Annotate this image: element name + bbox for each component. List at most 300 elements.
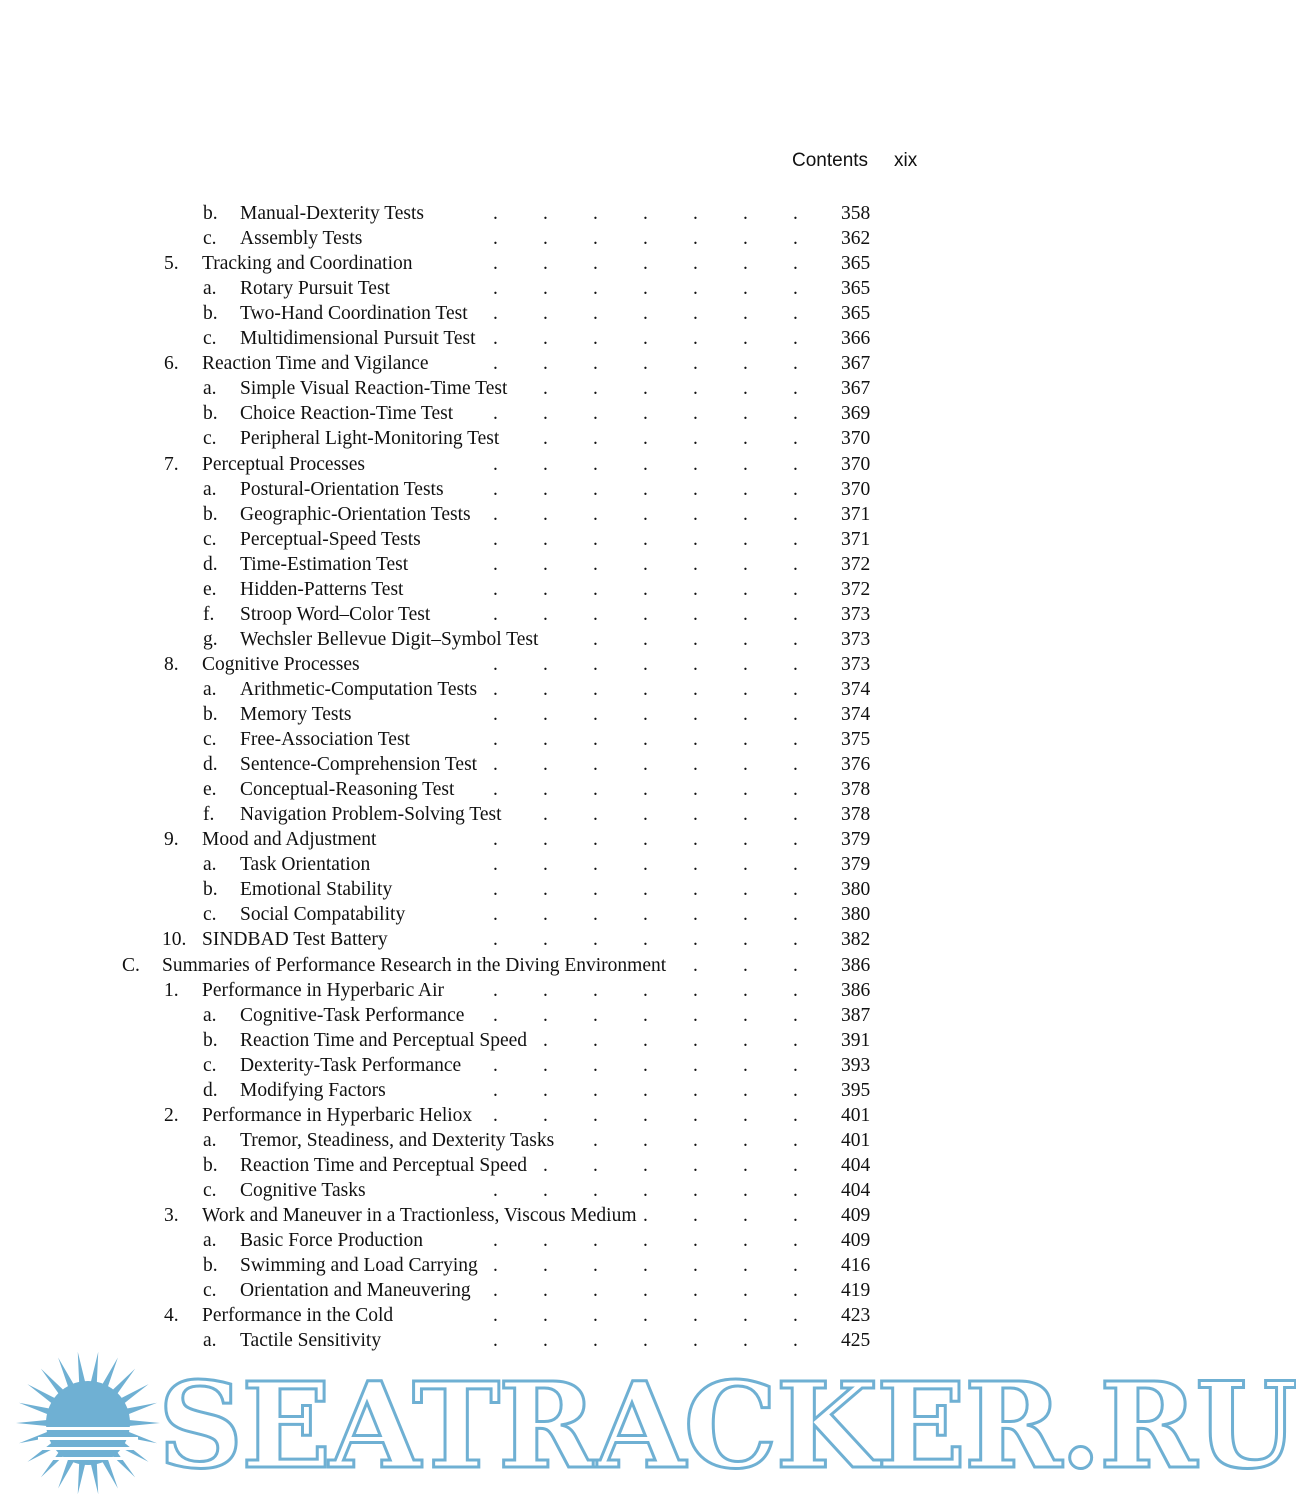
- leader-dot: .: [743, 1004, 748, 1026]
- toc-entry[interactable]: [0, 902, 1050, 927]
- leader-dot: .: [543, 1029, 548, 1051]
- toc-entry-page: 372: [841, 578, 871, 600]
- toc-entry[interactable]: [0, 527, 1050, 552]
- leader-dot: .: [693, 854, 698, 876]
- leader-dot: .: [543, 1104, 548, 1126]
- leader-dot: .: [743, 1205, 748, 1226]
- toc-entry-title: Multidimensional Pursuit Test: [240, 328, 476, 350]
- leader-dot: .: [793, 1004, 798, 1026]
- leader-dot: .: [743, 904, 748, 926]
- toc-entry-title: Memory Tests: [240, 704, 352, 725]
- leader-dot: .: [493, 578, 498, 600]
- leader-dot: .: [793, 1129, 798, 1151]
- toc-entry[interactable]: [0, 1053, 1050, 1078]
- leader-dot: .: [743, 403, 748, 425]
- leader-dot: .: [793, 628, 798, 650]
- leader-dot: .: [493, 453, 498, 475]
- leader-dot: .: [793, 804, 798, 826]
- leader-dot: .: [793, 879, 798, 901]
- leader-dot: .: [543, 403, 548, 425]
- toc-entry[interactable]: [0, 1253, 1050, 1278]
- leader-dot: .: [493, 729, 498, 751]
- leader-dot: .: [593, 729, 598, 751]
- leader-dot: .: [793, 228, 798, 250]
- leader-dot: .: [643, 854, 648, 876]
- leader-dot: .: [593, 353, 598, 375]
- leader-dot: .: [643, 929, 648, 951]
- toc-entry-page: 367: [841, 353, 871, 375]
- leader-dot: .: [693, 929, 698, 951]
- leader-dot: .: [743, 478, 748, 500]
- leader-dot: .: [593, 1305, 598, 1327]
- leader-dot: .: [793, 1280, 798, 1302]
- toc-entry[interactable]: [0, 1178, 1050, 1203]
- toc-entry-page: 371: [841, 503, 871, 525]
- leader-dot: .: [543, 553, 548, 575]
- leader-dot: .: [593, 453, 598, 475]
- toc-entry-marker: 9.: [164, 829, 179, 851]
- toc-entry-title: Work and Maneuver in a Tractionless, Viscous Medium: [202, 1205, 637, 1226]
- leader-dot: .: [493, 278, 498, 300]
- watermark-text: SEATRACKER.RU: [158, 1356, 1296, 1495]
- leader-dot: .: [743, 578, 748, 600]
- leader-dot: .: [493, 678, 498, 700]
- leader-dot: .: [793, 1029, 798, 1051]
- toc-entry-page: 416: [841, 1255, 871, 1277]
- leader-dot: .: [693, 1280, 698, 1302]
- leader-dot: .: [543, 503, 548, 525]
- toc-entry-title: Mood and Adjustment: [202, 829, 377, 851]
- leader-dot: .: [593, 1154, 598, 1176]
- leader-dot: .: [693, 729, 698, 751]
- leader-dot: .: [793, 729, 798, 751]
- toc-entry-marker: a.: [203, 1004, 217, 1026]
- leader-dot: .: [743, 1104, 748, 1126]
- leader-dot: .: [493, 1004, 498, 1026]
- leader-dot: .: [693, 578, 698, 600]
- leader-dot: .: [643, 1054, 648, 1076]
- leader-dot: .: [693, 1104, 698, 1126]
- leader-dot: .: [693, 453, 698, 475]
- toc-entry-marker: c.: [203, 1054, 217, 1076]
- toc-entry[interactable]: [0, 627, 1050, 652]
- toc-entry[interactable]: [0, 602, 1050, 627]
- leader-dot: .: [643, 1129, 648, 1151]
- toc-entry[interactable]: [0, 1303, 1050, 1328]
- toc-entry[interactable]: [0, 877, 1050, 902]
- leader-dot: .: [793, 1054, 798, 1076]
- toc-entry-title: Perceptual Processes: [202, 453, 365, 475]
- toc-entry-page: 365: [841, 278, 871, 300]
- leader-dot: .: [693, 979, 698, 1001]
- leader-dot: .: [693, 478, 698, 500]
- leader-dot: .: [493, 478, 498, 500]
- leader-dot: .: [593, 228, 598, 250]
- leader-dot: .: [593, 403, 598, 425]
- toc-entry-page: 366: [841, 328, 871, 350]
- leader-dot: .: [693, 303, 698, 325]
- toc-entry[interactable]: [0, 376, 1050, 401]
- leader-dot: .: [593, 653, 598, 675]
- leader-dot: .: [793, 603, 798, 625]
- leader-dot: .: [643, 478, 648, 500]
- toc-entry-page: 379: [841, 854, 871, 876]
- leader-dot: .: [743, 1280, 748, 1302]
- leader-dot: .: [693, 403, 698, 425]
- header-page-number: xix: [894, 150, 918, 171]
- leader-dot: .: [493, 328, 498, 350]
- leader-dot: .: [493, 403, 498, 425]
- leader-dot: .: [643, 653, 648, 675]
- leader-dot: .: [693, 678, 698, 700]
- leader-dot: .: [693, 353, 698, 375]
- toc-entry[interactable]: [0, 927, 1050, 952]
- leader-dot: .: [643, 904, 648, 926]
- leader-dot: .: [793, 453, 798, 475]
- leader-dot: .: [793, 1079, 798, 1101]
- leader-dot: .: [543, 729, 548, 751]
- leader-dot: .: [693, 1129, 698, 1151]
- leader-dot: .: [743, 1129, 748, 1151]
- toc-entry-title: Simple Visual Reaction-Time Test: [240, 378, 508, 400]
- leader-dot: .: [543, 653, 548, 675]
- leader-dot: .: [743, 1330, 748, 1352]
- toc-entry[interactable]: [0, 1028, 1050, 1053]
- leader-dot: .: [643, 378, 648, 400]
- toc-entry[interactable]: [0, 502, 1050, 527]
- leader-dot: .: [743, 1079, 748, 1101]
- leader-dot: .: [743, 829, 748, 851]
- leader-dot: .: [543, 929, 548, 951]
- leader-dot: .: [593, 804, 598, 826]
- toc-entry-page: 369: [841, 403, 871, 425]
- toc-entry-title: Performance in Hyperbaric Air: [202, 979, 445, 1001]
- toc-entry[interactable]: [0, 251, 1050, 276]
- leader-dot: .: [693, 1305, 698, 1327]
- toc-entry[interactable]: [0, 827, 1050, 852]
- leader-dot: .: [643, 228, 648, 250]
- leader-dot: .: [693, 1079, 698, 1101]
- leader-dot: .: [643, 203, 648, 224]
- leader-dot: .: [743, 453, 748, 475]
- toc-entry-page: 362: [841, 228, 871, 250]
- toc-entry[interactable]: [0, 652, 1050, 677]
- toc-entry-marker: c.: [203, 228, 217, 250]
- leader-dot: .: [543, 1079, 548, 1101]
- leader-dot: .: [743, 1154, 748, 1176]
- leader-dot: .: [793, 378, 798, 400]
- leader-dot: .: [593, 303, 598, 325]
- leader-dot: .: [793, 278, 798, 300]
- toc-entry[interactable]: [0, 226, 1050, 251]
- leader-dot: .: [543, 1255, 548, 1277]
- toc-entry-title: Geographic-Orientation Tests: [240, 503, 471, 525]
- leader-dot: .: [593, 678, 598, 700]
- leader-dot: .: [643, 328, 648, 350]
- toc-entry-page: 372: [841, 553, 871, 575]
- leader-dot: .: [643, 528, 648, 550]
- toc-entry[interactable]: [0, 326, 1050, 351]
- toc-entry-marker: a.: [203, 1129, 217, 1151]
- leader-dot: .: [643, 453, 648, 475]
- leader-dot: .: [693, 653, 698, 675]
- toc-entry-title: Orientation and Maneuvering: [240, 1280, 471, 1302]
- toc-entry[interactable]: [0, 351, 1050, 376]
- leader-dot: .: [693, 1230, 698, 1252]
- toc-entry-marker: d.: [203, 553, 218, 575]
- leader-dot: .: [643, 829, 648, 851]
- leader-dot: .: [693, 904, 698, 926]
- toc-entry-marker: a.: [203, 478, 217, 500]
- leader-dot: .: [593, 754, 598, 776]
- leader-dot: .: [643, 804, 648, 826]
- toc-entry[interactable]: [0, 852, 1050, 877]
- toc-entry-page: 376: [841, 754, 871, 776]
- toc-entry-title: Reaction Time and Perceptual Speed: [240, 1154, 528, 1176]
- toc-entry[interactable]: [0, 301, 1050, 326]
- leader-dot: .: [643, 1104, 648, 1126]
- toc-entry-page: 409: [841, 1230, 871, 1252]
- leader-dot: .: [593, 1004, 598, 1026]
- leader-dot: .: [693, 779, 698, 801]
- leader-dot: .: [693, 1029, 698, 1051]
- leader-dot: .: [543, 1230, 548, 1252]
- leader-dot: .: [543, 1330, 548, 1352]
- leader-dot: .: [543, 353, 548, 375]
- toc-entry-title: Free-Association Test: [240, 729, 410, 751]
- leader-dot: .: [743, 528, 748, 550]
- toc-entry-title: Tactile Sensitivity: [240, 1330, 382, 1352]
- leader-dot: .: [793, 1255, 798, 1277]
- leader-dot: .: [593, 979, 598, 1001]
- toc-entry-marker: c.: [203, 428, 217, 450]
- toc-entry[interactable]: [0, 1103, 1050, 1128]
- toc-entry[interactable]: [0, 752, 1050, 777]
- leader-dot: .: [593, 854, 598, 876]
- toc-entry-page: 382: [841, 929, 871, 951]
- leader-dot: .: [693, 228, 698, 250]
- leader-dot: .: [743, 428, 748, 450]
- toc-entry-marker: a.: [203, 854, 217, 876]
- toc-entry-page: 373: [841, 628, 871, 650]
- toc-entry-marker: b.: [203, 303, 218, 325]
- toc-entry-marker: 8.: [164, 653, 179, 675]
- toc-entry-marker: f.: [203, 603, 215, 625]
- toc-entry-marker: e.: [203, 578, 217, 600]
- leader-dot: .: [543, 1154, 548, 1176]
- leader-dot: .: [543, 428, 548, 450]
- leader-dot: .: [643, 1230, 648, 1252]
- leader-dot: .: [493, 779, 498, 801]
- leader-dot: .: [493, 829, 498, 851]
- toc-entry-title: Basic Force Production: [240, 1230, 424, 1252]
- toc-entry-title: Conceptual-Reasoning Test: [240, 779, 455, 801]
- toc-entry[interactable]: [0, 1153, 1050, 1178]
- toc-entry-marker: 7.: [164, 453, 179, 475]
- toc-entry-marker: b.: [203, 1029, 218, 1051]
- toc-entry[interactable]: [0, 552, 1050, 577]
- leader-dot: .: [543, 1054, 548, 1076]
- leader-dot: .: [793, 829, 798, 851]
- toc-entry-page: 358: [841, 203, 871, 224]
- toc-entry-marker: a.: [203, 678, 217, 700]
- leader-dot: .: [543, 228, 548, 250]
- leader-dot: .: [493, 704, 498, 725]
- leader-dot: .: [643, 253, 648, 275]
- toc-entry-marker: b.: [203, 503, 218, 525]
- toc-entry[interactable]: [0, 477, 1050, 502]
- leader-dot: .: [793, 1104, 798, 1126]
- toc-entry[interactable]: [0, 577, 1050, 602]
- leader-dot: .: [693, 1154, 698, 1176]
- leader-dot: .: [793, 578, 798, 600]
- leader-dot: .: [643, 1205, 648, 1226]
- toc-entry-page: 393: [841, 1054, 871, 1076]
- leader-dot: .: [693, 804, 698, 826]
- leader-dot: .: [543, 303, 548, 325]
- toc-entry-marker: a.: [203, 1230, 217, 1252]
- toc-entry[interactable]: [0, 1228, 1050, 1253]
- toc-entry-page: 419: [841, 1280, 871, 1302]
- leader-dot: .: [793, 1330, 798, 1352]
- leader-dot: .: [593, 1179, 598, 1201]
- toc-entry-page: 379: [841, 829, 871, 851]
- leader-dot: .: [593, 278, 598, 300]
- toc-entry[interactable]: [0, 802, 1050, 827]
- toc-entry[interactable]: [0, 1278, 1050, 1303]
- leader-dot: .: [493, 653, 498, 675]
- leader-dot: .: [493, 203, 498, 224]
- leader-dot: .: [593, 1079, 598, 1101]
- toc-entry[interactable]: [0, 401, 1050, 426]
- toc-entry-page: 371: [841, 528, 871, 550]
- leader-dot: .: [743, 804, 748, 826]
- toc-entry-title: Emotional Stability: [240, 879, 393, 901]
- leader-dot: .: [593, 1280, 598, 1302]
- leader-dot: .: [493, 253, 498, 275]
- toc-entry-title: Cognitive Tasks: [240, 1179, 366, 1201]
- toc-entry-page: 365: [841, 303, 871, 325]
- leader-dot: .: [743, 979, 748, 1001]
- toc-entry[interactable]: [0, 276, 1050, 301]
- toc-entry[interactable]: [0, 426, 1050, 451]
- leader-dot: .: [693, 704, 698, 725]
- leader-dot: .: [743, 328, 748, 350]
- toc-entry[interactable]: [0, 1203, 1050, 1228]
- leader-dot: .: [543, 779, 548, 801]
- toc-entry-title: Summaries of Performance Research in the Diving Environment: [162, 954, 667, 976]
- toc-entry-title: Tremor, Steadiness, and Dexterity Tasks: [240, 1129, 555, 1151]
- leader-dot: .: [643, 578, 648, 600]
- toc-entry-page: 386: [841, 954, 871, 976]
- leader-dot: .: [643, 754, 648, 776]
- leader-dot: .: [543, 603, 548, 625]
- leader-dot: .: [643, 1330, 648, 1352]
- toc-entry-title: Choice Reaction-Time Test: [240, 403, 454, 425]
- leader-dot: .: [693, 829, 698, 851]
- toc-entry-marker: 3.: [164, 1205, 179, 1226]
- leader-dot: .: [493, 929, 498, 951]
- leader-dot: .: [493, 503, 498, 525]
- leader-dot: .: [743, 854, 748, 876]
- leader-dot: .: [643, 278, 648, 300]
- leader-dot: .: [643, 603, 648, 625]
- toc-entry-marker: c.: [203, 528, 217, 550]
- toc-entry[interactable]: [0, 727, 1050, 752]
- toc-entry[interactable]: [0, 1003, 1050, 1028]
- toc-entry-marker: c.: [203, 328, 217, 350]
- leader-dot: .: [543, 478, 548, 500]
- toc-entry-marker: b.: [203, 203, 218, 224]
- leader-dot: .: [693, 378, 698, 400]
- leader-dot: .: [743, 779, 748, 801]
- toc-entry-page: 404: [841, 1179, 871, 1201]
- leader-dot: .: [793, 653, 798, 675]
- toc-entry-title: Arithmetic-Computation Tests: [240, 678, 478, 700]
- toc-entry[interactable]: [0, 978, 1050, 1003]
- toc-entry[interactable]: [0, 1078, 1050, 1103]
- toc-entry-marker: d.: [203, 1079, 218, 1101]
- toc-entry-marker: 6.: [164, 353, 179, 375]
- leader-dot: .: [493, 603, 498, 625]
- leader-dot: .: [693, 1330, 698, 1352]
- leader-dot: .: [793, 1230, 798, 1252]
- leader-dot: .: [643, 353, 648, 375]
- leader-dot: .: [743, 954, 748, 976]
- toc-entry-marker: b.: [203, 1154, 218, 1176]
- leader-dot: .: [693, 954, 698, 976]
- toc-entry[interactable]: [0, 777, 1050, 802]
- leader-dot: .: [493, 979, 498, 1001]
- toc-entry-title: Task Orientation: [240, 854, 371, 876]
- toc-entry-title: Assembly Tests: [240, 228, 363, 250]
- leader-dot: .: [793, 979, 798, 1001]
- leader-dot: .: [793, 904, 798, 926]
- toc-entry[interactable]: [0, 953, 1050, 978]
- toc-entry[interactable]: [0, 1128, 1050, 1153]
- leader-dot: .: [793, 954, 798, 976]
- leader-dot: .: [543, 904, 548, 926]
- toc-entry[interactable]: [0, 452, 1050, 477]
- toc-entry-marker: b.: [203, 704, 218, 725]
- leader-dot: .: [543, 1004, 548, 1026]
- toc-entry-page: 380: [841, 879, 871, 901]
- leader-dot: .: [543, 979, 548, 1001]
- leader-dot: .: [543, 1179, 548, 1201]
- toc-entry-page: 378: [841, 779, 871, 801]
- leader-dot: .: [493, 879, 498, 901]
- toc-entry-marker: a.: [203, 278, 217, 300]
- leader-dot: .: [693, 628, 698, 650]
- leader-dot: .: [593, 829, 598, 851]
- leader-dot: .: [593, 1230, 598, 1252]
- leader-dot: .: [543, 1280, 548, 1302]
- leader-dot: .: [643, 303, 648, 325]
- leader-dot: .: [643, 1255, 648, 1277]
- toc-entry-page: 395: [841, 1079, 871, 1101]
- toc-entry-title: Cognitive Processes: [202, 653, 360, 675]
- toc-entry[interactable]: [0, 702, 1050, 727]
- leader-dot: .: [793, 1205, 798, 1226]
- leader-dot: .: [593, 578, 598, 600]
- leader-dot: .: [543, 378, 548, 400]
- toc-entry[interactable]: [0, 677, 1050, 702]
- leader-dot: .: [493, 754, 498, 776]
- toc-entry-marker: a.: [203, 378, 217, 400]
- toc-entry-page: 375: [841, 729, 871, 751]
- toc-entry[interactable]: [0, 201, 1050, 226]
- leader-dot: .: [543, 678, 548, 700]
